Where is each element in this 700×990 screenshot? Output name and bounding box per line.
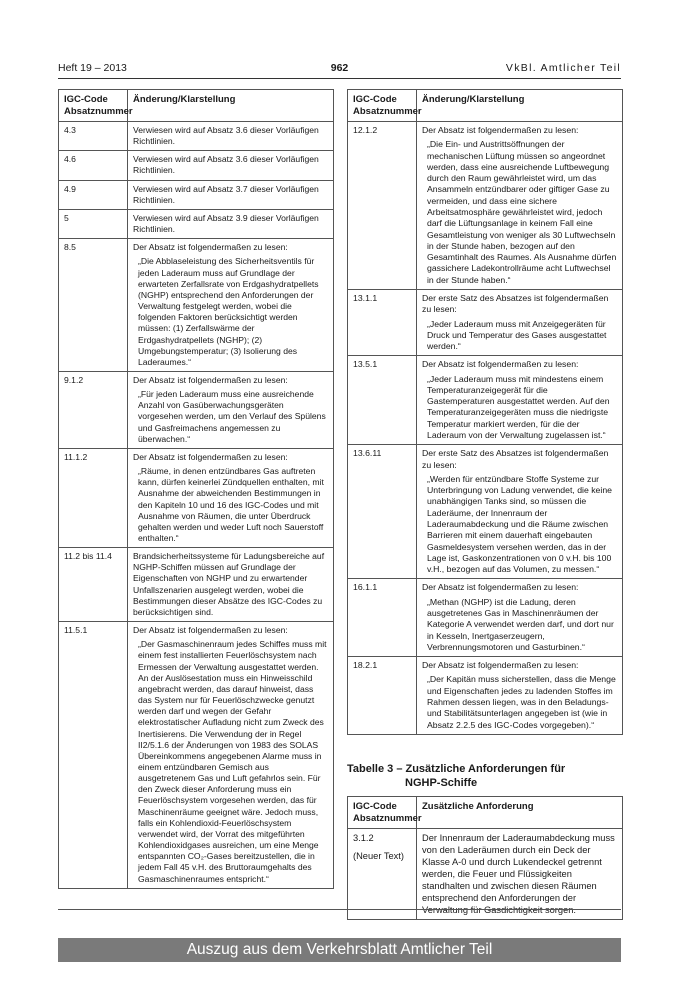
quoted-text: „Methan (NGHP) ist die Ladung, deren ausgetretenes Gas in Maschinenräumen der Kategorie A verwendet werden darf, und dort nur in Kesseln, Inertgaserzeugern, Verbrennungsmotoren und Gasturbinen.“ <box>427 596 614 652</box>
change-lead-text: Der erste Satz des Absatzes ist folgendermaßen zu lesen: <box>422 292 609 315</box>
quoted-text: „Räume, in denen entzündbares Gas auftreten kann, dürfen keinerlei Zündquellen enthalten, mit Ausnahme der abweichenden Bestimmungen in den Kapiteln 10 und 16 des IGC-Codes und mit Ausnahme von Räumen, die unter Überdruck gehalten werden und weder Luft noch Sauerstoff enthalten.“ <box>138 466 324 543</box>
table-row <box>59 239 334 372</box>
code-cell: 5 <box>59 209 128 238</box>
code-cell: 9.1.2 <box>59 371 128 448</box>
change-cell <box>417 445 623 579</box>
change-cell <box>417 356 623 445</box>
right-amendment-table <box>347 89 623 735</box>
code-cell: 11.2 bis 11.4 <box>59 548 128 622</box>
change-cell <box>128 548 334 622</box>
change-cell <box>128 239 334 372</box>
code-cell: 4.6 <box>59 151 128 180</box>
change-cell <box>128 151 334 180</box>
change-lead-text: Verwiesen wird auf Absatz 3.6 dieser Vorläufigen Richtlinien. <box>133 154 319 176</box>
table-row <box>348 289 623 355</box>
code-cell: 18.2.1 <box>348 657 417 735</box>
column-header-change: Änderung/Klarstellung <box>128 90 334 122</box>
change-cell <box>128 180 334 209</box>
table-header-row <box>348 90 623 122</box>
table3-title-line1: Tabelle 3 – Zusätzliche Anforderungen für <box>347 763 566 775</box>
change-lead-text: Der Absatz ist folgendermaßen zu lesen: <box>133 374 288 385</box>
column-header-code: IGC-Code Absatznummer <box>348 90 417 122</box>
code-cell: 4.9 <box>59 180 128 209</box>
change-lead-text: Brandsicherheitssysteme für Ladungsbereiche auf NGHP-Schiffen müssen auf Grundlage der Eigenschaften von NGHP und zu erwartender Unfallszenarien ausgelegt werden, wobei die Bestimmungen dieser Absätze des IGC-Codes zu berücksichtigen sind. <box>133 551 325 617</box>
table3 <box>347 796 623 920</box>
change-lead-text: Der Absatz ist folgendermaßen zu lesen: <box>422 359 579 370</box>
code-cell: 13.1.1 <box>348 289 417 355</box>
code-cell <box>348 829 417 920</box>
table-header-row <box>348 797 623 829</box>
requirement-cell: Der Innenraum der Laderaumabdeckung muss von den Laderäumen durch ein Deck der Klasse A-0 und durch Lukendeckel getrennt werden, die Feuer und Flüssigkeiten standhalten und zwischen diesen Räumen entsprechend den Anforderungen der Verwaltung für Gasdichtigkeit sorgen. <box>417 829 623 920</box>
quoted-text: „Die Abblaseleistung des Sicherheitsventils für jeden Laderaum muss auf Grundlage der erwarteten Zerfallsrate von Erdgashydratpellets (NGHP) entsprechend den Anforderungen der Verwaltung festgelegt werden, wobei die folgenden Faktoren berücksichtigt werden müssen: (1) Zerfallswärme der Erdgashydratpellets (NGHP); (2) Umgebungstemperatur; (3) Isolierung des Laderaumes.“ <box>138 256 319 367</box>
quoted-text: „Der Gasmaschinenraum jedes Schiffes muss mit einem fest installierten Feuerlöschsystem nach Ermessen der Verwaltung ausgestattet werden. An der Auslösestation muss ein Hinweisschild angebracht werden, das darauf hinweist, dass das System nur für Feuerlöschzwecke genutzt werden darf und wegen der Gefahr elektrostatischer Aufladung nicht zum Zweck des Inertisierens. Die Verwendung der in Regel II2/5.1.6 der Änderungen von 1983 des SOLAS Übereinkommens angegebenen Alarme muss in einem entzündbaren Gemisch aus ausgetretenem Gas und Luft gefahrlos sein. Für den Zweck dieser Anforderung muss ein Feuerlöschsystem vorgesehen werden, das für Maschinenräume geeignet wäre. Jedoch muss, falls ein Kohlendioxid-Feuerlöschsystem verwendet wird, der Vorrat des mitgeführten Kohlendioxidgases ausreichen, um eine Menge entspannten CO₂-Gases bereitzustellen, die in jedem Fall 45 v.H. des Bruttoraumgehalts des Gasmaschinenraumes entspricht.“ <box>138 639 327 884</box>
change-lead-text: Der Absatz ist folgendermaßen zu lesen: <box>422 125 579 135</box>
table-row <box>59 151 334 180</box>
table-row <box>59 448 334 547</box>
table-row <box>348 445 623 579</box>
table-row <box>348 579 623 657</box>
quoted-text: „Jeder Laderaum muss mit Anzeigegeräten für Druck und Temperatur des Gases ausgestattet werden.“ <box>427 318 607 352</box>
page-header <box>58 62 621 78</box>
footer-banner: Auszug aus dem Verkehrsblatt Amtlicher Teil <box>58 938 621 962</box>
change-cell <box>417 289 623 355</box>
change-cell <box>417 579 623 657</box>
change-lead-text: Der Absatz ist folgendermaßen zu lesen: <box>133 451 288 462</box>
quoted-text: „Werden für entzündbare Stoffe Systeme zur Unterbringung von Ladung verwendet, die keine unabhängigen Tanks sind, so müssen die Laderäume, der Innenraum der Laderaumabdeckung und die Räume zwischen Barrieren mit einem dauerhaft eingebauten Gasmeldesystem versehen werden, das in der Lage ist, Gaskonzentrationen von 0 v.H. bis 100 v.H., bezogen auf das Volumen, zu messen.“ <box>427 473 612 575</box>
table3-title <box>347 762 622 790</box>
table-row <box>348 829 623 920</box>
header-divider <box>58 78 621 79</box>
column-header-code: IGC-Code Absatznummer <box>348 797 417 829</box>
new-text-note: (Neuer Text) <box>353 851 404 861</box>
change-lead-text: Der Absatz ist folgendermaßen zu lesen: <box>422 582 579 593</box>
change-cell <box>128 371 334 448</box>
change-lead-text: Der Absatz ist folgendermaßen zu lesen: <box>133 625 288 636</box>
table-row <box>348 356 623 445</box>
change-cell <box>417 122 623 290</box>
code-cell: 13.6.11 <box>348 445 417 579</box>
code-cell: 4.3 <box>59 122 128 151</box>
quoted-text: „Jeder Laderaum muss mit mindestens einem Temperaturanzeigegerät für die Gastemperaturen ausgestattet werden. Auf den Temperaturanzeigegeräten muss die niedrigste Temperatur markiert werden, für die der Laderaum von der Verwaltung zugelassen ist.“ <box>427 373 610 441</box>
footer-divider <box>58 909 621 910</box>
change-cell <box>417 657 623 735</box>
change-lead-text: Verwiesen wird auf Absatz 3.9 dieser Vorläufigen Richtlinien. <box>133 212 319 235</box>
code-value: 3.1.2 <box>353 833 374 843</box>
change-lead-text: Verwiesen wird auf Absatz 3.6 dieser Vorläufigen Richtlinien. <box>133 125 319 147</box>
quoted-text: „Der Kapitän muss sicherstellen, dass die Menge und Eigenschaften jedes zu ladenden Stoffes im Rahmen dessen liegen, was in den Beladungs- und Stabilitätsunterlagen angegeben ist (wie in Absatz 2.2.5 des IGC-Codes vorgegeben).“ <box>427 674 616 730</box>
change-cell <box>128 622 334 889</box>
column-header-code: IGC-Code Absatznummer <box>59 90 128 122</box>
code-cell: 12.1.2 <box>348 122 417 290</box>
column-header-change: Änderung/Klarstellung <box>417 90 623 122</box>
table-row <box>59 548 334 622</box>
change-lead-text: Der Absatz ist folgendermaßen zu lesen: <box>422 660 579 671</box>
change-lead-text: Der Absatz ist folgendermaßen zu lesen: <box>133 242 288 253</box>
table-row <box>59 209 334 238</box>
change-lead-text: Verwiesen wird auf Absatz 3.7 dieser Vorläufigen Richtlinien. <box>133 183 319 205</box>
table-row <box>59 622 334 889</box>
publication-label: VkBl. Amtlicher Teil <box>505 62 621 74</box>
code-cell: 11.1.2 <box>59 448 128 547</box>
table-row <box>59 122 334 151</box>
column-header-additional: Zusätzliche Anforderung <box>417 797 623 829</box>
issue-label: Heft 19 – 2013 <box>58 62 127 74</box>
change-cell <box>128 448 334 547</box>
code-cell: 13.5.1 <box>348 356 417 445</box>
table3-title-line2: NGHP-Schiffe <box>405 777 478 789</box>
change-lead-text: Der erste Satz des Absatzes ist folgendermaßen zu lesen: <box>422 448 609 470</box>
page-number: 962 <box>330 62 349 74</box>
code-cell: 11.5.1 <box>59 622 128 889</box>
quoted-text: „Für jeden Laderaum muss eine ausreichende Anzahl von Gasüberwachungsgeräten vorgesehen werden, um den Verlauf des Spülens und Gasfreimachens angemessen zu überwachen.“ <box>138 389 326 444</box>
table-row <box>348 657 623 735</box>
left-amendment-table <box>58 89 334 889</box>
table-header-row <box>59 90 334 122</box>
code-cell: 8.5 <box>59 239 128 372</box>
code-cell: 16.1.1 <box>348 579 417 657</box>
table-row <box>59 180 334 209</box>
table-row <box>348 122 623 290</box>
change-cell <box>128 209 334 238</box>
change-cell <box>128 122 334 151</box>
quoted-text: „Die Ein- und Austrittsöffnungen der mechanischen Lüftung müssen so angeordnet werden, dass eine ausreichende Luftbewegung durch den Raum gewährleistet wird, um das Ansammeln entzündbarer oder giftiger Gase zu vermeiden, und dass eine sichere Arbeitsatmosphäre gewährleistet wird, jedoch darf die Lüftungsanlage in keinem Fall eine Gesamtleistung von weniger als 30 Luftwechseln in der Stunde haben, bezogen auf den Gesamtinhalt des Raumes. Als Ausnahme dürfen gassichere Ladekontrollräume acht Luftwechsel in der Stunde haben.“ <box>427 139 617 285</box>
table-row <box>59 371 334 448</box>
